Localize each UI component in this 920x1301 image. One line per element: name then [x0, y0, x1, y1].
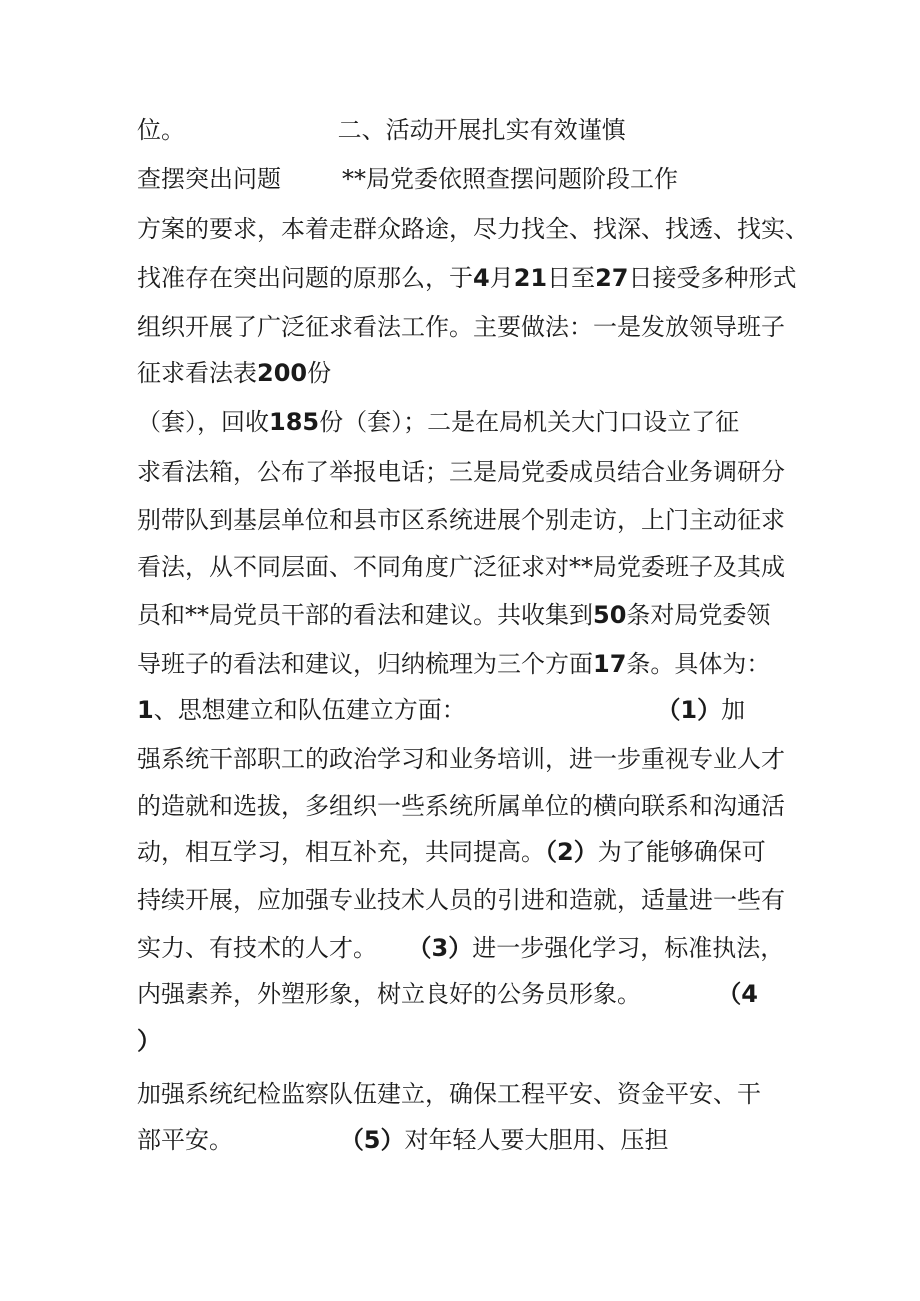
text-segment: 征求看法表: [137, 359, 257, 387]
text-line-15: [137, 790, 785, 822]
text-line-1: [137, 114, 626, 146]
text-line-4: [137, 262, 797, 294]
text-line-9: [137, 504, 785, 536]
text-segment: 求看法箱，公布了举报电话；三是局党委成员结合业务调研分: [137, 458, 785, 486]
text-line-12: [137, 648, 770, 680]
text-segment: 份: [307, 359, 332, 387]
text-line-5: [137, 311, 785, 343]
text-segment: 位。: [137, 116, 185, 144]
item-number: （3）: [407, 934, 473, 962]
text-segment: 别带队到基层单位和县市区系统进展个别走访，上门主动征求: [137, 506, 785, 534]
text-segment: 内强素养，外塑形象，树立良好的公务员形象。: [137, 980, 641, 1008]
text-segment: 对年轻人要大胆用、压担: [404, 1126, 669, 1154]
text-line-7: [137, 406, 739, 438]
number: 185: [269, 408, 320, 436]
text-segment: 实力、有技术的人才。: [137, 934, 377, 962]
text-segment: 部平安。: [137, 1126, 233, 1154]
text-segment: 条。具体为：: [626, 650, 771, 678]
item-number: ）: [137, 1027, 161, 1055]
list-heading: 、思想建立和队伍建立方面：: [153, 696, 466, 724]
text-line-21: [137, 1078, 761, 1110]
item-number: （2）: [545, 838, 598, 866]
text-segment: 导班子的看法和建议，归纳梳理为三个方面: [137, 650, 593, 678]
number: 200: [257, 359, 308, 387]
text-segment: 份（套）；二是在局机关大门口设立了征: [319, 408, 740, 436]
text-gap: [466, 696, 657, 724]
text-segment: 方案的要求，本着走群众路途，尽力找全、找深、找透、找实、: [137, 215, 809, 243]
number: 50: [593, 601, 627, 629]
item-number: （5）: [339, 1126, 405, 1154]
section-heading: 二、活动开展扎实有效谨慎: [337, 116, 626, 144]
text-segment: 加强系统纪检监察队伍建立，确保工程平安、资金平安、干: [137, 1080, 761, 1108]
text-segment: 加: [721, 696, 746, 724]
list-number: 1: [137, 696, 154, 724]
number: 17: [593, 650, 627, 678]
text-line-16: [137, 836, 766, 868]
text-line-2: [137, 163, 678, 195]
item-number: （1）: [656, 696, 722, 724]
text-segment: 持续开展，应加强专业技术人员的引进和造就，适量进一些有: [137, 886, 785, 914]
number: 27: [595, 264, 629, 292]
text-line-19: [137, 978, 758, 1010]
text-gap: [185, 116, 338, 144]
text-segment: 员和**局党员干部的看法和建议。共收集到: [137, 601, 593, 629]
text-line-22: [137, 1124, 669, 1156]
text-line-20: [137, 1025, 161, 1057]
text-segment: 动，相互学习，相互补充，共同提高。: [137, 838, 545, 866]
text-segment: 的造就和选拔，多组织一些系统所属单位的横向联系和沟通活: [137, 792, 785, 820]
text-line-8: [137, 456, 785, 488]
text-segment: 组织开展了广泛征求看法工作。主要做法：一是发放领导班子: [137, 313, 785, 341]
text-segment: 找准存在突出问题的原那么，于: [137, 264, 473, 292]
text-segment: 查摆突出问题: [137, 165, 281, 193]
text-segment: 看法，从不同层面、不同角度广泛征求对**局党委班子及其成: [137, 553, 785, 581]
text-segment: 条对局党委领: [626, 601, 771, 629]
number: 21: [513, 264, 548, 292]
text-segment: 月: [489, 264, 514, 292]
text-line-11: [137, 599, 770, 631]
text-line-3: [137, 213, 809, 245]
text-gap: [641, 980, 717, 1008]
number: 4: [473, 264, 490, 292]
text-segment: 进一步强化学习，标准执法，: [472, 934, 785, 962]
item-number: （4: [717, 980, 758, 1008]
text-line-10: [137, 551, 785, 583]
text-segment: 为了能够确保可: [597, 838, 766, 866]
text-line-17: [137, 884, 785, 916]
text-segment: **局党委依照查摆问题阶段工作: [342, 165, 679, 193]
text-gap: [233, 1126, 340, 1154]
text-segment: 强系统干部职工的政治学习和业务培训，进一步重视专业人才: [137, 745, 785, 773]
text-line-6: [137, 357, 331, 389]
text-segment: （套），回收: [137, 408, 269, 436]
text-segment: 日接受多种形式: [628, 264, 797, 292]
text-gap: [281, 165, 342, 193]
text-gap: [377, 934, 408, 962]
text-line-13: [137, 694, 745, 726]
text-line-18: [137, 932, 784, 964]
text-line-14: [137, 743, 785, 775]
text-segment: 日至: [547, 264, 596, 292]
